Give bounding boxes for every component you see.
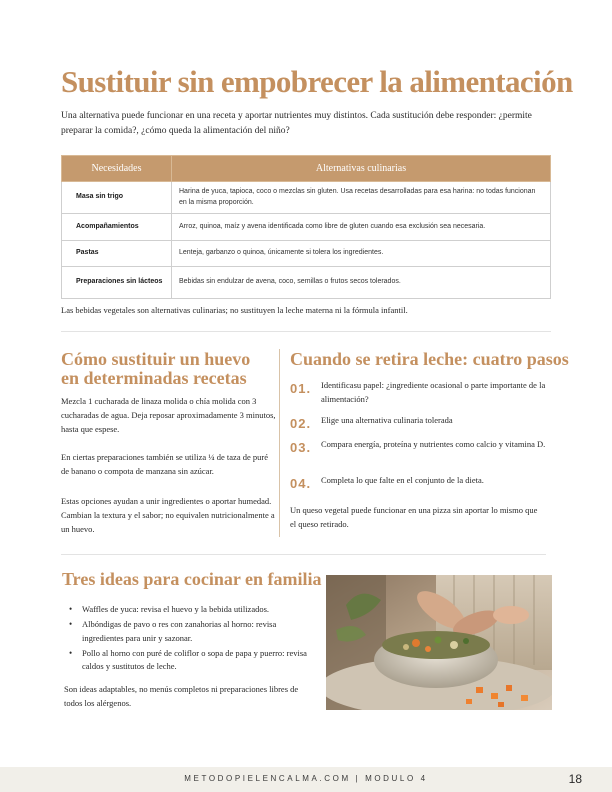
ideas-section-title: Tres ideas para cocinar en familia bbox=[62, 569, 322, 589]
table-row bbox=[62, 241, 551, 267]
list-item: • Waffles de yuca: revisa el huevo y la bebida utilizados. bbox=[78, 603, 318, 617]
list-item: • Pollo al horno con puré de coliflor o sopa de papa y puerro: revisa caldos y sustitutos de leche. bbox=[78, 647, 318, 674]
table-cell-alternative: Arroz, quinoa, maíz y avena identificada como libre de gluten cuando esa exclusión sea necesaria. bbox=[172, 214, 551, 241]
egg-section-title: Cómo sustituir un huevo en determinadas recetas bbox=[61, 349, 251, 388]
milk-section-title: Cuando se retira leche: cuatro pasos bbox=[290, 349, 569, 369]
table-header-needs: Necesidades bbox=[62, 156, 172, 182]
table-cell-need: Pastas bbox=[62, 241, 172, 267]
ideas-list bbox=[78, 603, 318, 675]
step-number: 01. bbox=[290, 381, 312, 396]
column-divider bbox=[279, 349, 280, 537]
table-header-alternatives: Alternativas culinarias bbox=[172, 156, 551, 182]
table-row bbox=[62, 182, 551, 214]
beverage-note: Las bebidas vegetales son alternativas culinarias; no sustituyen la leche materna ni la fórmula infantil. bbox=[61, 305, 408, 315]
ideas-note: Son ideas adaptables, no menús completos ni preparaciones libres de todos los alérgenos. bbox=[64, 684, 299, 708]
page-footer bbox=[0, 767, 612, 792]
step-number: 02. bbox=[290, 416, 312, 431]
table-header-row bbox=[62, 156, 551, 182]
section-divider bbox=[61, 554, 546, 555]
list-item: • Albóndigas de pavo o res con zanahorias al horno: revisa ingredientes para unir y sazonar. bbox=[78, 618, 318, 645]
table-cell-alternative: Lenteja, garbanzo o quinoa, únicamente si tolera los ingredientes. bbox=[172, 241, 551, 267]
table-cell-need: Acompañamientos bbox=[62, 214, 172, 241]
table-cell-need: Preparaciones sin lácteos bbox=[62, 267, 172, 299]
milk-note: Un queso vegetal puede funcionar en una pizza sin aportar lo mismo que el queso retirado. bbox=[290, 505, 538, 529]
step-number: 04. bbox=[290, 476, 312, 491]
table-cell-alternative: Harina de yuca, tapioca, coco o mezclas sin gluten. Usa recetas desarrolladas para esa harina: no todas funcionan en la misma proporción. bbox=[172, 182, 551, 214]
needs-table bbox=[61, 155, 551, 299]
table-row bbox=[62, 267, 551, 299]
step-number: 03. bbox=[290, 440, 312, 455]
table-cell-alternative: Bebidas sin endulzar de avena, coco, semillas o frutos secos tolerados. bbox=[172, 267, 551, 299]
table-cell-need: Masa sin trigo bbox=[62, 182, 172, 214]
footer-site-label: METODOPIELENCALMA.COM | MODULO 4 bbox=[184, 774, 428, 783]
egg-paragraph: Mezcla 1 cucharada de linaza molida o chía molida con 3 cucharadas de agua. Deja reposar aproximadamente 3 minutos, hasta que espese. bbox=[61, 396, 276, 434]
step-text: Compara energía, proteína y nutrientes como calcio y vitamina D. bbox=[321, 439, 546, 449]
intro-paragraph: Una alternativa puede funcionar en una receta y aportar nutrientes muy distintos. Cada sustitución debe responder: ¿permite preparar la comida?, ¿cómo queda la alimentación del niño? bbox=[61, 111, 532, 136]
egg-paragraph: Estas opciones ayudan a unir ingredientes o aportar humedad. Cambian la textura y el sabor; no equivalen nutricionalmente a un huevo. bbox=[61, 496, 275, 534]
section-divider bbox=[61, 331, 551, 332]
step-text: Elige una alternativa culinaria tolerada bbox=[321, 415, 453, 425]
step-text: Completa lo que falte en el conjunto de la dieta. bbox=[321, 475, 484, 485]
page-title: Sustituir sin empobrecer la alimentación bbox=[61, 64, 573, 99]
step-text: Identificasu papel: ¿ingrediente ocasional o parte importante de la alimentación? bbox=[321, 380, 546, 404]
family-cooking-photo bbox=[326, 575, 552, 710]
table-row bbox=[62, 214, 551, 241]
page-number: 18 bbox=[568, 772, 582, 786]
egg-paragraph: En ciertas preparaciones también se utiliza ¼ de taza de puré de banano o compota de manzana sin azúcar. bbox=[61, 452, 268, 476]
